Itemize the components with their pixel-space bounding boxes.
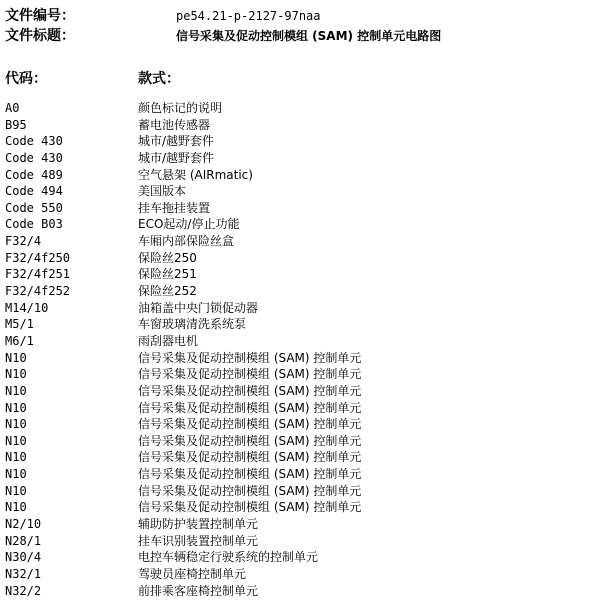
component-code: N10 [5, 350, 27, 365]
table-row [5, 449, 595, 466]
component-code: N10 [5, 467, 27, 482]
component-code: N10 [5, 417, 27, 432]
component-description: 雨刮器电机 [138, 333, 199, 348]
component-description: 信号采集及促动控制模组 (SAM) 控制单元 [138, 450, 362, 465]
table-row [5, 300, 595, 317]
component-description: 保险丝252 [138, 284, 197, 299]
table-row [5, 466, 595, 483]
component-code: N10 [5, 367, 27, 382]
component-description: 信号采集及促动控制模组 (SAM) 控制单元 [138, 433, 362, 448]
component-description: 保险丝250 [138, 250, 197, 265]
table-row [5, 150, 595, 167]
table-row [5, 400, 595, 417]
component-code: Code 494 [5, 184, 63, 199]
table-row [5, 266, 595, 283]
component-code: N10 [5, 400, 27, 415]
component-description: 挂车拖挂装置 [138, 200, 211, 215]
component-code: Code 430 [5, 150, 63, 165]
table-row [5, 250, 595, 267]
component-code: B95 [5, 117, 27, 132]
component-description: 城市/越野套件 [138, 134, 215, 149]
component-description: 辅助防护装置控制单元 [138, 517, 259, 532]
component-description: 蓄电池传感器 [138, 117, 211, 132]
file-title-row [5, 26, 595, 46]
component-code: A0 [5, 101, 20, 115]
component-code: N10 [5, 383, 27, 398]
file-number-value: pe54.21-p-2127-97naa [176, 9, 321, 23]
table-row [5, 216, 595, 233]
component-code: F32/4f251 [5, 267, 71, 282]
table-row [5, 533, 595, 550]
table-row [5, 133, 595, 150]
table-row [5, 167, 595, 184]
component-code: Code 430 [5, 134, 63, 149]
component-description: 前排乘客座椅控制单元 [138, 583, 259, 598]
table-row [5, 433, 595, 450]
component-code: Code 489 [5, 167, 63, 182]
component-description: 驾驶员座椅控制单元 [138, 566, 247, 581]
component-description: 电控车辆稳定行驶系统的控制单元 [138, 550, 319, 565]
file-number-label: 文件编号： [5, 8, 75, 24]
table-row [5, 117, 595, 134]
table-row [5, 483, 595, 500]
component-code: F32/4 [5, 234, 42, 249]
component-description: 信号采集及促动控制模组 (SAM) 控制单元 [138, 350, 362, 365]
component-code: N30/4 [5, 550, 42, 565]
table-row [5, 200, 595, 217]
component-code: N28/1 [5, 533, 42, 548]
file-number-row [5, 6, 595, 26]
component-code: Code B03 [5, 217, 63, 232]
component-code: Code 550 [5, 200, 63, 215]
component-code: N2/10 [5, 517, 42, 532]
component-description: 信号采集及促动控制模组 (SAM) 控制单元 [138, 400, 362, 415]
component-description: 车窗玻璃清洗系统泵 [138, 317, 247, 332]
component-code: F32/4f252 [5, 284, 71, 299]
component-description: 城市/越野套件 [138, 150, 215, 165]
table-row [5, 233, 595, 250]
table-row [5, 183, 595, 200]
component-description: 美国版本 [138, 184, 187, 199]
component-description: 信号采集及促动控制模组 (SAM) 控制单元 [138, 383, 362, 398]
component-code: N32/2 [5, 583, 42, 598]
table-row [5, 350, 595, 367]
component-description: 信号采集及促动控制模组 (SAM) 控制单元 [138, 500, 362, 515]
component-description: 保险丝251 [138, 267, 197, 282]
component-description: 信号采集及促动控制模组 (SAM) 控制单元 [138, 467, 362, 482]
component-code: F32/4f250 [5, 250, 71, 265]
component-description: 信号采集及促动控制模组 (SAM) 控制单元 [138, 367, 362, 382]
component-code: N10 [5, 433, 27, 448]
table-row [5, 499, 595, 516]
table-row [5, 100, 595, 117]
code-column-header: 代码： [5, 71, 47, 87]
table-row [5, 283, 595, 300]
component-code: N32/1 [5, 566, 42, 581]
component-description: 颜色标记的说明 [138, 101, 223, 115]
table-row [5, 383, 595, 400]
component-code: M14/10 [5, 300, 49, 315]
component-code: M5/1 [5, 317, 34, 332]
table-row [5, 416, 595, 433]
table-row [5, 333, 595, 350]
component-code: N10 [5, 483, 27, 498]
table-row [5, 549, 595, 566]
table-row [5, 566, 595, 583]
component-description: 挂车识别装置控制单元 [138, 533, 259, 548]
component-code: N10 [5, 500, 27, 515]
file-title-label: 文件标题： [5, 28, 75, 44]
component-description: 空气悬架 (AIRmatic) [138, 167, 253, 182]
table-row [5, 583, 595, 600]
component-description: 信号采集及促动控制模组 (SAM) 控制单元 [138, 417, 362, 432]
component-code: M6/1 [5, 333, 34, 348]
file-title-value: 信号采集及促动控制模组 (SAM) 控制单元电路图 [176, 29, 442, 43]
component-description: 车厢内部保险丝盒 [138, 234, 235, 249]
component-code: N10 [5, 450, 27, 465]
component-description: 油箱盖中央门锁促动器 [138, 300, 259, 315]
table-row [5, 516, 595, 533]
description-column-header: 款式： [138, 71, 180, 87]
table-row [5, 366, 595, 383]
table-row [5, 316, 595, 333]
component-description: ECO起动/停止功能 [138, 217, 240, 232]
document-meta [5, 6, 595, 46]
component-list [5, 100, 595, 599]
table-header [5, 68, 595, 90]
component-description: 信号采集及促动控制模组 (SAM) 控制单元 [138, 483, 362, 498]
